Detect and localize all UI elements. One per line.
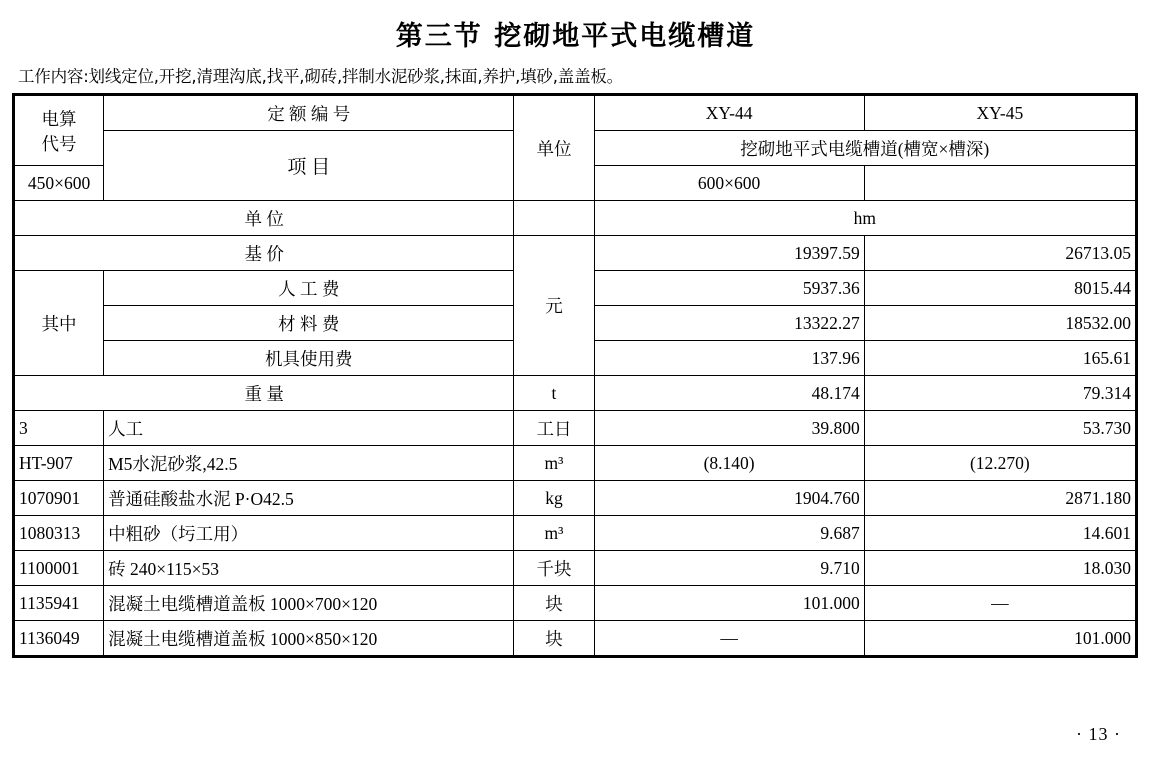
cell-item: 中粗砂（圬工用） (104, 516, 514, 551)
code-label-line1: 电算 (41, 108, 77, 129)
table-row (14, 516, 1137, 551)
cell-value-2: 18.030 (864, 551, 1136, 586)
work-content-note: 工作内容:划线定位,开挖,清理沟底,找平,砌砖,拌制水泥砂浆,抹面,养护,填砂,盖盖板。 (18, 67, 623, 86)
table-row (14, 621, 1137, 657)
cell-labor-cost-v1: 5937.36 (594, 271, 864, 306)
cell-value-1: 39.800 (594, 411, 864, 446)
cell-group-label: 其中 (14, 271, 104, 376)
cell-unit-yuan: 元 (514, 236, 594, 376)
cell-unit: 工日 (514, 411, 594, 446)
table-row (14, 481, 1137, 516)
cell-col1-spec: 450×600 (14, 166, 104, 201)
cell-code: 1136049 (14, 621, 104, 657)
cell-item: 人工 (104, 411, 514, 446)
table-row (14, 446, 1137, 481)
table-row (14, 411, 1137, 446)
page-number: · 13 · (1076, 724, 1121, 744)
cell-base-price-v1: 19397.59 (594, 236, 864, 271)
cell-value-2: 2871.180 (864, 481, 1136, 516)
table-row (14, 586, 1137, 621)
document-page (0, 14, 1151, 759)
cell-value-2: — (864, 586, 1136, 621)
cell-material-cost-v2: 18532.00 (864, 306, 1136, 341)
page-title: 第三节 挖砌地平式电缆槽道 (395, 21, 756, 52)
code-label-line2: 代号 (41, 133, 77, 154)
cell-labor-cost-label: 人 工 费 (104, 271, 514, 306)
cell-unit-label: 单位 (514, 95, 594, 201)
cell-weight-v1: 48.174 (594, 376, 864, 411)
cell-material-cost-v1: 13322.27 (594, 306, 864, 341)
cell-value-2: (12.270) (864, 446, 1136, 481)
cell-value-2: 14.601 (864, 516, 1136, 551)
cell-material-cost-label: 材 料 费 (104, 306, 514, 341)
cell-value-1: 101.000 (594, 586, 864, 621)
cell-value-2: 53.730 (864, 411, 1136, 446)
cell-unit: m³ (514, 516, 594, 551)
table-row-weight (14, 376, 1137, 411)
table-row-base-price (14, 236, 1137, 271)
table-row-quota-number (14, 95, 1137, 131)
cell-col2-spec: 600×600 (594, 166, 864, 201)
cell-value-1: 1904.760 (594, 481, 864, 516)
cell-item: 普通硅酸盐水泥 P·O42.5 (104, 481, 514, 516)
cell-code: 1070901 (14, 481, 104, 516)
cell-value-2: 101.000 (864, 621, 1136, 657)
cell-unit-row-blank (514, 201, 594, 236)
cell-code: HT-907 (14, 446, 104, 481)
cell-item-label: 项 目 (104, 131, 514, 201)
cell-machine-cost-v1: 137.96 (594, 341, 864, 376)
cell-col2-code: XY-45 (864, 95, 1136, 131)
cell-base-price-label: 基 价 (14, 236, 514, 271)
cell-value-1: 9.687 (594, 516, 864, 551)
cell-unit: 块 (514, 586, 594, 621)
cell-unit: kg (514, 481, 594, 516)
cell-weight-v2: 79.314 (864, 376, 1136, 411)
cell-code: 3 (14, 411, 104, 446)
cell-weight-unit: t (514, 376, 594, 411)
cell-unit-row-label: 单 位 (14, 201, 514, 236)
cell-value-1: — (594, 621, 864, 657)
cell-unit-row-value: hm (594, 201, 1137, 236)
cell-labor-cost-v2: 8015.44 (864, 271, 1136, 306)
cell-machine-cost-label: 机具使用费 (104, 341, 514, 376)
cell-item: 砖 240×115×53 (104, 551, 514, 586)
cell-span-title: 挖砌地平式电缆槽道(槽宽×槽深) (594, 131, 1137, 166)
cell-col1-code: XY-44 (594, 95, 864, 131)
cell-code: 1100001 (14, 551, 104, 586)
cell-unit: m³ (514, 446, 594, 481)
cell-code: 1135941 (14, 586, 104, 621)
cell-machine-cost-v2: 165.61 (864, 341, 1136, 376)
quota-table (12, 93, 1138, 658)
cell-unit: 块 (514, 621, 594, 657)
cell-quota-number-label: 定 额 编 号 (104, 95, 514, 131)
cell-base-price-v2: 26713.05 (864, 236, 1136, 271)
cell-weight-label: 重 量 (14, 376, 514, 411)
cell-unit: 千块 (514, 551, 594, 586)
cell-value-1: 9.710 (594, 551, 864, 586)
table-row (14, 551, 1137, 586)
cell-item: M5水泥砂浆,42.5 (104, 446, 514, 481)
cell-item: 混凝土电缆槽道盖板 1000×850×120 (104, 621, 514, 657)
table-row-unit (14, 201, 1137, 236)
cell-value-1: (8.140) (594, 446, 864, 481)
cell-item: 混凝土电缆槽道盖板 1000×700×120 (104, 586, 514, 621)
cell-code-label (14, 95, 104, 166)
cell-code: 1080313 (14, 516, 104, 551)
